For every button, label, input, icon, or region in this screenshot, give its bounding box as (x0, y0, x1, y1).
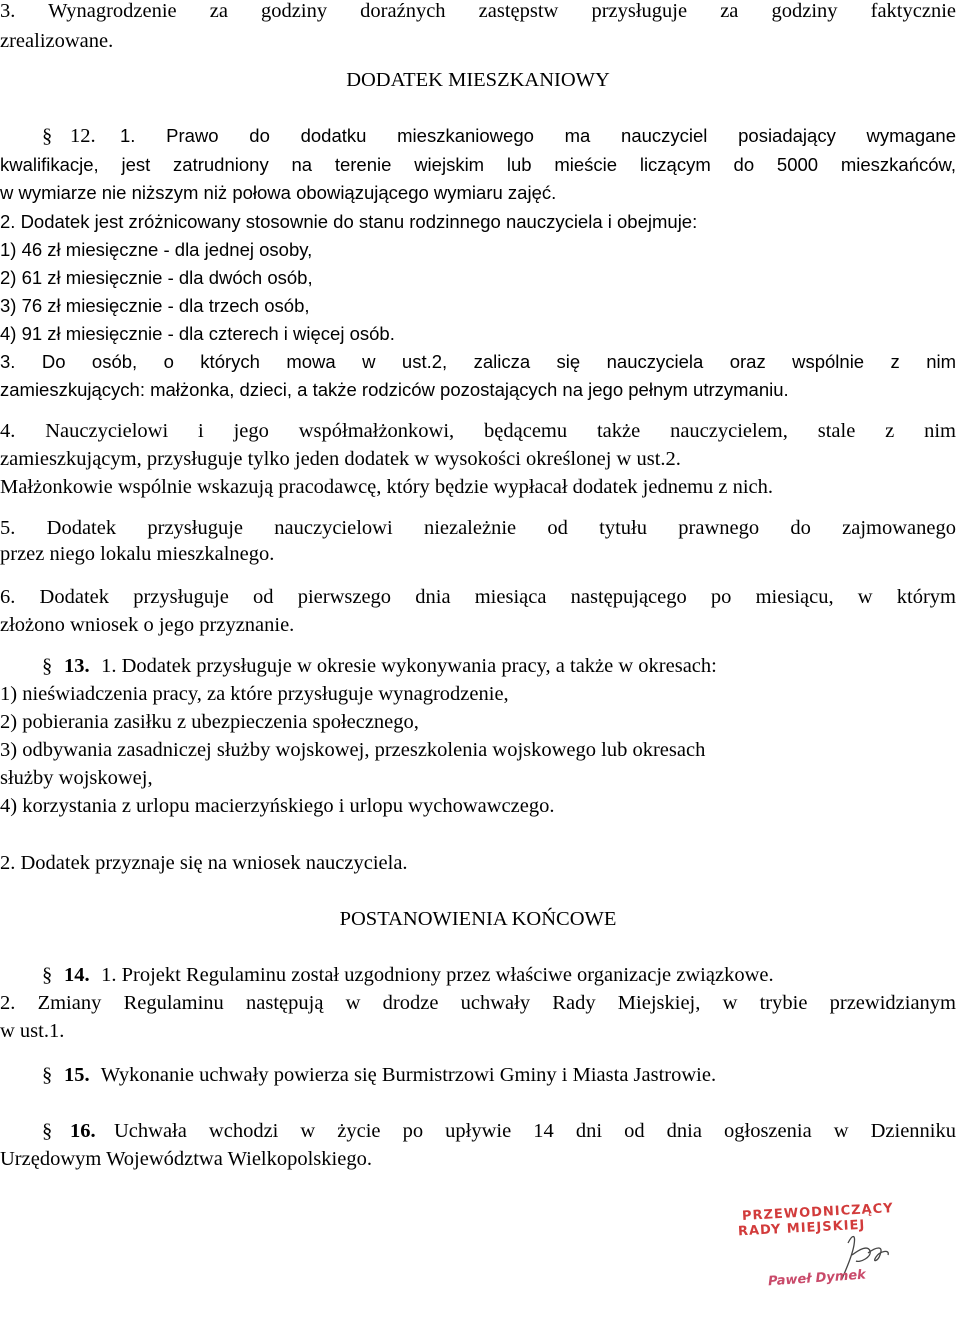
section-heading-koncowe: POSTANOWIENIA KOŃCOWE (339, 908, 617, 930)
section-sign: § (42, 964, 53, 986)
paragraph-15-line (0, 1063, 956, 1087)
paragraph-13-first-line (0, 654, 956, 678)
paragraph-line: 2. Zmiany Regulaminu następują w drodze uchwały Rady Miejskiej, w trybie przewidzianym (0, 992, 956, 1014)
stamp-council-line: RADY MIEJSKIEJ (737, 1217, 866, 1240)
section-sign: § (42, 1120, 53, 1142)
paragraph-line: przez niego lokalu mieszkalnego. (0, 543, 275, 565)
paragraph-line: 2. Dodatek przyznaje się na wniosek nauczyciela. (0, 852, 408, 874)
list-item: 1) nieświadczenia pracy, za które przysługuje wynagrodzenie, (0, 683, 509, 705)
list-item: 4) 91 zł miesięcznie - dla czterech i więcej osób. (0, 323, 395, 344)
paragraph-text: Uchwała wchodzi w życie po upływie 14 dni od dnia ogłoszenia w Dzienniku (114, 1120, 956, 1142)
list-item: 2) 61 zł miesięcznie - dla dwóch osób, (0, 267, 313, 288)
paragraph-text: 1. Dodatek przysługuje w okresie wykonywania pracy, a także w okresach: (101, 655, 717, 677)
paragraph-line: w ust.1. (0, 1020, 65, 1042)
paragraph-line: 5. Dodatek przysługuje nauczycielowi niezależnie od tytułu prawnego do zajmowanego (0, 517, 956, 539)
official-stamp (730, 1195, 940, 1305)
section-sign: § (42, 125, 53, 147)
section-number: 12. (70, 125, 96, 147)
section-number: 14. (64, 964, 90, 986)
paragraph-line: 6. Dodatek przysługuje od pierwszego dnia miesiąca następującego po miesiącu, w którym (0, 586, 956, 608)
list-item: 4) korzystania z urlopu macierzyńskiego i urlopu wychowawczego. (0, 795, 555, 817)
paragraph-text: 1. Prawo do dodatku mieszkaniowego ma nauczyciel posiadający wymagane (120, 125, 956, 146)
section-sign: § (42, 655, 53, 677)
paragraph-text: 1. Projekt Regulaminu został uzgodniony przez właściwe organizacje związkowe. (101, 964, 774, 986)
stamp-title-line: PRZEWODNICZĄCY (741, 1201, 894, 1224)
paragraph-line: zamieszkującym, przysługuje tylko jeden dodatek w wysokości określonej w ust.2. (0, 448, 681, 470)
paragraph-line: w wymiarze nie niższym niż połowa obowiązującego wymiaru zajęć. (0, 182, 557, 203)
paragraph-line: 3. Wynagrodzenie za godziny doraźnych zastępstw przysługuje za godziny faktycznie (0, 0, 956, 22)
section-number: 13. (64, 655, 90, 677)
paragraph-line: Urzędowym Województwa Wielkopolskiego. (0, 1148, 372, 1170)
paragraph-line: zrealizowane. (0, 30, 114, 52)
list-item: 3) 76 zł miesięcznie - dla trzech osób, (0, 295, 310, 316)
paragraph-14-first-line (0, 963, 956, 987)
paragraph-line: zamieszkujących: małżonka, dzieci, a także rodziców pozostających na jego pełnym utrzymaniu. (0, 379, 789, 400)
section-number: 15. (64, 1064, 90, 1086)
paragraph-text: Wykonanie uchwały powierza się Burmistrzowi Gminy i Miasta Jastrowie. (100, 1064, 717, 1086)
paragraph-line: 3. Do osób, o których mowa w ust.2, zalicza się nauczyciela oraz wspólnie z nim (0, 351, 956, 372)
list-item: 1) 46 zł miesięczne - dla jednej osoby, (0, 239, 313, 260)
paragraph-line: kwalifikacje, jest zatrudniony na terenie wiejskim lub mieście liczącym do 5000 mieszkańców, (0, 154, 956, 175)
paragraph-line: złożono wniosek o jego przyznanie. (0, 614, 295, 636)
paragraph-12-first-line (0, 124, 956, 148)
list-item: 2) pobierania zasiłku z ubezpieczenia społecznego, (0, 711, 419, 733)
paragraph-line: Małżonkowie wspólnie wskazują pracodawcę, który będzie wypłacał dodatek jednemu z nich. (0, 476, 774, 498)
list-item: 3) odbywania zasadniczej służby wojskowej, przeszkolenia wojskowego lub okresach (0, 739, 706, 761)
paragraph-16-first-line (0, 1119, 956, 1143)
signatory-name: Paweł Dymek (767, 1267, 867, 1290)
paragraph-line: 4. Nauczycielowi i jego współmałżonkowi, będącemu także nauczycielem, stale z nim (0, 420, 956, 442)
section-number: 16. (70, 1120, 96, 1142)
section-heading-dodatek: DODATEK MIESZKANIOWY (346, 69, 610, 91)
list-item: służby wojskowej, (0, 767, 153, 789)
section-sign: § (42, 1064, 53, 1086)
paragraph-line: 2. Dodatek jest zróżnicowany stosownie do stanu rodzinnego nauczyciela i obejmuje: (0, 211, 698, 232)
